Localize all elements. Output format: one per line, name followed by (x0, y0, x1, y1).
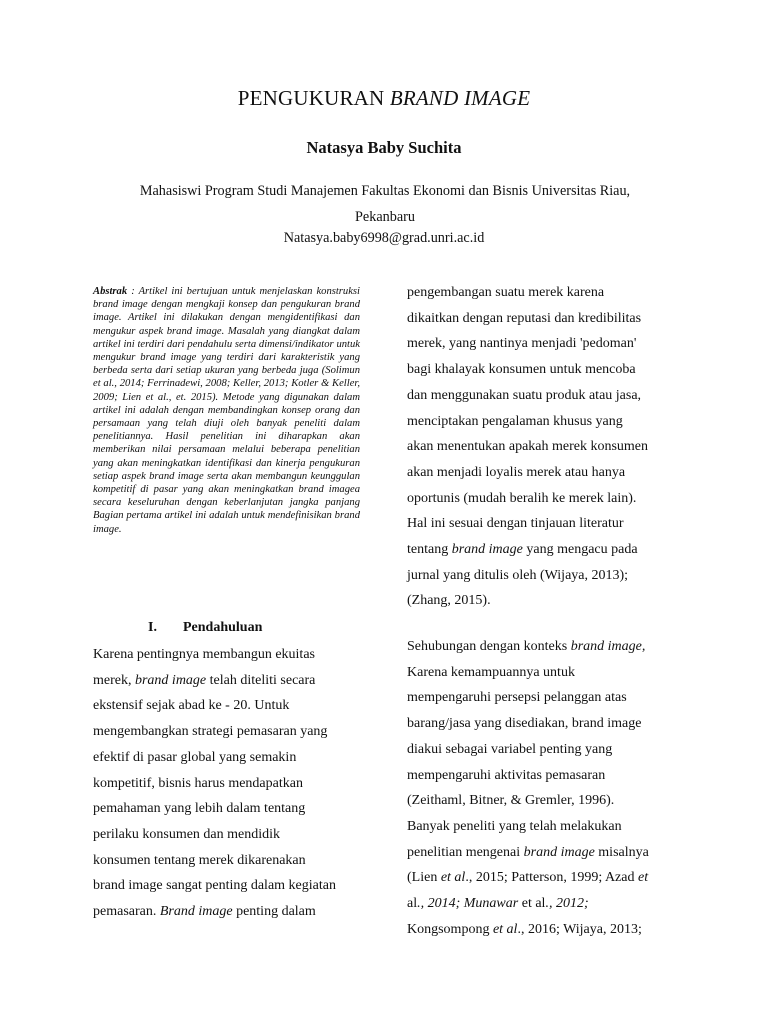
body-line (407, 690, 627, 710)
body-line (407, 896, 589, 916)
body-line (93, 750, 296, 770)
line-text: mempengaruhi aktivitas pemasaran (407, 767, 606, 783)
line-text: dan menggunakan suatu produk atau jasa, (407, 387, 642, 403)
line-text: perilaku konsumen dan mendidik (93, 826, 281, 842)
line-text: ., 2016; Wijaya, 2013; (517, 921, 642, 937)
body-line (407, 768, 605, 788)
body-line (407, 922, 642, 942)
line-text: al (407, 896, 418, 911)
line-text: efektif di pasar global yang semakin (93, 749, 297, 765)
body-line (93, 801, 305, 821)
body-line (407, 414, 623, 434)
line-text: Karena pentingnya membangun ekuitas (93, 647, 315, 662)
line-text: (Zhang, 2015). (407, 593, 491, 609)
body-line (407, 639, 645, 659)
line-text: pemahaman yang lebih dalam tentang (93, 801, 306, 817)
body-line (93, 904, 316, 924)
line-text: (Zeithaml, Bitner, & Gremler, 1996). (407, 793, 615, 809)
line-text: telah diteliti secara (206, 672, 316, 688)
body-line (407, 311, 641, 331)
section-title: Pendahuluan (183, 620, 263, 635)
author-name: Natasya Baby Suchita (306, 138, 462, 157)
line-text: brand image sangat penting dalam kegiatan (93, 878, 336, 894)
body-line (407, 742, 612, 762)
body-line (407, 870, 648, 890)
line-text: ., 2015; Patterson, 1999; Azad (465, 870, 638, 886)
body-line (407, 362, 636, 382)
line-text: Karena kemampuannya untuk (407, 664, 575, 680)
italic-term: brand image (523, 844, 595, 860)
italic-term: et al (440, 870, 466, 886)
line-text: akan menjadi loyalis merek atau hanya (407, 464, 626, 480)
italic-term: brand image (134, 672, 207, 688)
line-text: diakui sebagai variabel penting yang (407, 741, 613, 757)
affiliation-line-2: Pekanbaru (355, 209, 415, 225)
italic-term: et al (492, 921, 518, 937)
line-text: kompetitif, bisnis harus mendapatkan (93, 775, 303, 791)
abstract-text: : Artikel ini bertujuan untuk menjelaskan konstruksi brand image dengan mengkaji konsep dan pengukuran brand image. Artikel ini dilakukan dengan mengidentifikasi dan mengukur aspek brand image. Masalah yang diangkat dalam artikel ini terdiri dari pendahulu serta dimensi/indikator untuk mengukur brand image yang terdiri dari karakteristik yang berbeda serta dari setiap ukuran yang berbeda juga (Solimun et al., 2014; Ferrinadewi, 2008; Keller, 2013; Kotler & Keller, 2009; Lien et al., et. 2015). Metode yang digunakan dalam artikel ini adalah dengan membandingkan konsep orang dan persamaan yang telah diuji oleh banyak peneliti dalam penelitiannya. Hasil penelitian ini diharapkan akan memberikan nilai persamaan melalui beberapa penelitian yang akan meningkatkan identifikasi dan kinerja pengukuran setiap aspek brand image serta akan membangun keunggulan kompetitif di pasar yang akan meningkatkan brand imagea secara keseluruhan dengan keberlanjutan jangka panjang Bagian pertama artikel ini adalah untuk mendefinisikan brand image. (93, 286, 360, 535)
line-text: et al (521, 896, 546, 911)
body-line (407, 716, 641, 736)
section-number: I. (148, 620, 157, 635)
line-text: mempengaruhi persepsi pelanggan atas (407, 690, 627, 706)
body-line (93, 827, 280, 847)
author-email: Natasya.baby6998@grad.unri.ac.id (283, 230, 485, 246)
line-text: akan menentukan apakah merek konsumen (407, 439, 649, 455)
italic-term: ., 2014; Munawar (417, 896, 522, 911)
italic-term: brand image, (570, 639, 646, 654)
line-text: Kongsompong (407, 921, 493, 937)
body-line (407, 793, 614, 813)
line-text: pemasaran. (93, 904, 160, 919)
paper-title (0, 86, 768, 111)
body-line (93, 698, 289, 718)
body-line (407, 336, 636, 356)
line-text: konsumen tentang merek dikarenakan (93, 852, 306, 868)
italic-term: ., 2012; (545, 896, 589, 911)
body-line (407, 593, 491, 613)
body-line (407, 465, 625, 485)
line-text: yang mengacu pada (522, 542, 638, 557)
line-text: barang/jasa yang disediakan, brand image (407, 716, 642, 732)
line-text: tentang (407, 542, 452, 557)
body-line (93, 878, 336, 898)
title-plain: PENGUKURAN (237, 86, 390, 110)
body-line (93, 724, 327, 744)
affiliation-line-1: Mahasiswi Program Studi Manajemen Fakultas Ekonomi dan Bisnis Universitas Riau, (139, 183, 631, 199)
line-text: misalnya (594, 844, 649, 860)
title-italic: BRAND IMAGE (389, 86, 531, 110)
body-line (407, 542, 638, 562)
line-text: oportunis (mudah beralih ke merek lain). (407, 490, 637, 506)
italic-term: Brand image (159, 904, 233, 919)
body-line (407, 388, 641, 408)
body-line (93, 776, 303, 796)
body-line (93, 673, 315, 693)
body-line (407, 665, 575, 685)
line-text: Sehubungan dengan konteks (407, 639, 571, 654)
body-line (407, 568, 628, 588)
body-line (93, 853, 306, 873)
line-text: pengembangan suatu merek karena (407, 285, 605, 300)
line-text: jurnal yang ditulis oleh (Wijaya, 2013); (407, 567, 629, 583)
abstract-label: Abstrak (93, 286, 128, 297)
body-line (407, 845, 649, 865)
line-text: penelitian mengenai (407, 844, 524, 860)
line-text: menciptakan pengalaman khusus yang (407, 413, 623, 429)
italic-term: et (637, 870, 649, 886)
line-text: ekstensif sejak abad ke - 20. Untuk (93, 698, 290, 714)
italic-term: brand image (451, 542, 523, 557)
line-text: dikaitkan dengan reputasi dan kredibilitas (407, 310, 642, 326)
line-text: Banyak peneliti yang telah melakukan (407, 818, 622, 834)
line-text: mengembangkan strategi pemasaran yang (93, 724, 328, 740)
line-text: merek, (93, 672, 135, 688)
body-line (407, 491, 636, 511)
line-text: Hal ini sesuai dengan tinjauan literatur (407, 516, 624, 532)
body-line (407, 516, 624, 536)
abstract (93, 285, 360, 536)
body-line (407, 819, 622, 839)
affiliation (95, 178, 675, 230)
line-text: merek, yang nantinya menjadi 'pedoman' (407, 336, 637, 352)
line-text: bagi khalayak konsumen untuk mencoba (407, 362, 636, 378)
body-line (407, 439, 648, 459)
body-line (407, 285, 604, 305)
body-line (93, 647, 315, 667)
line-text: (Lien (407, 870, 441, 886)
line-text: penting dalam (232, 904, 316, 919)
